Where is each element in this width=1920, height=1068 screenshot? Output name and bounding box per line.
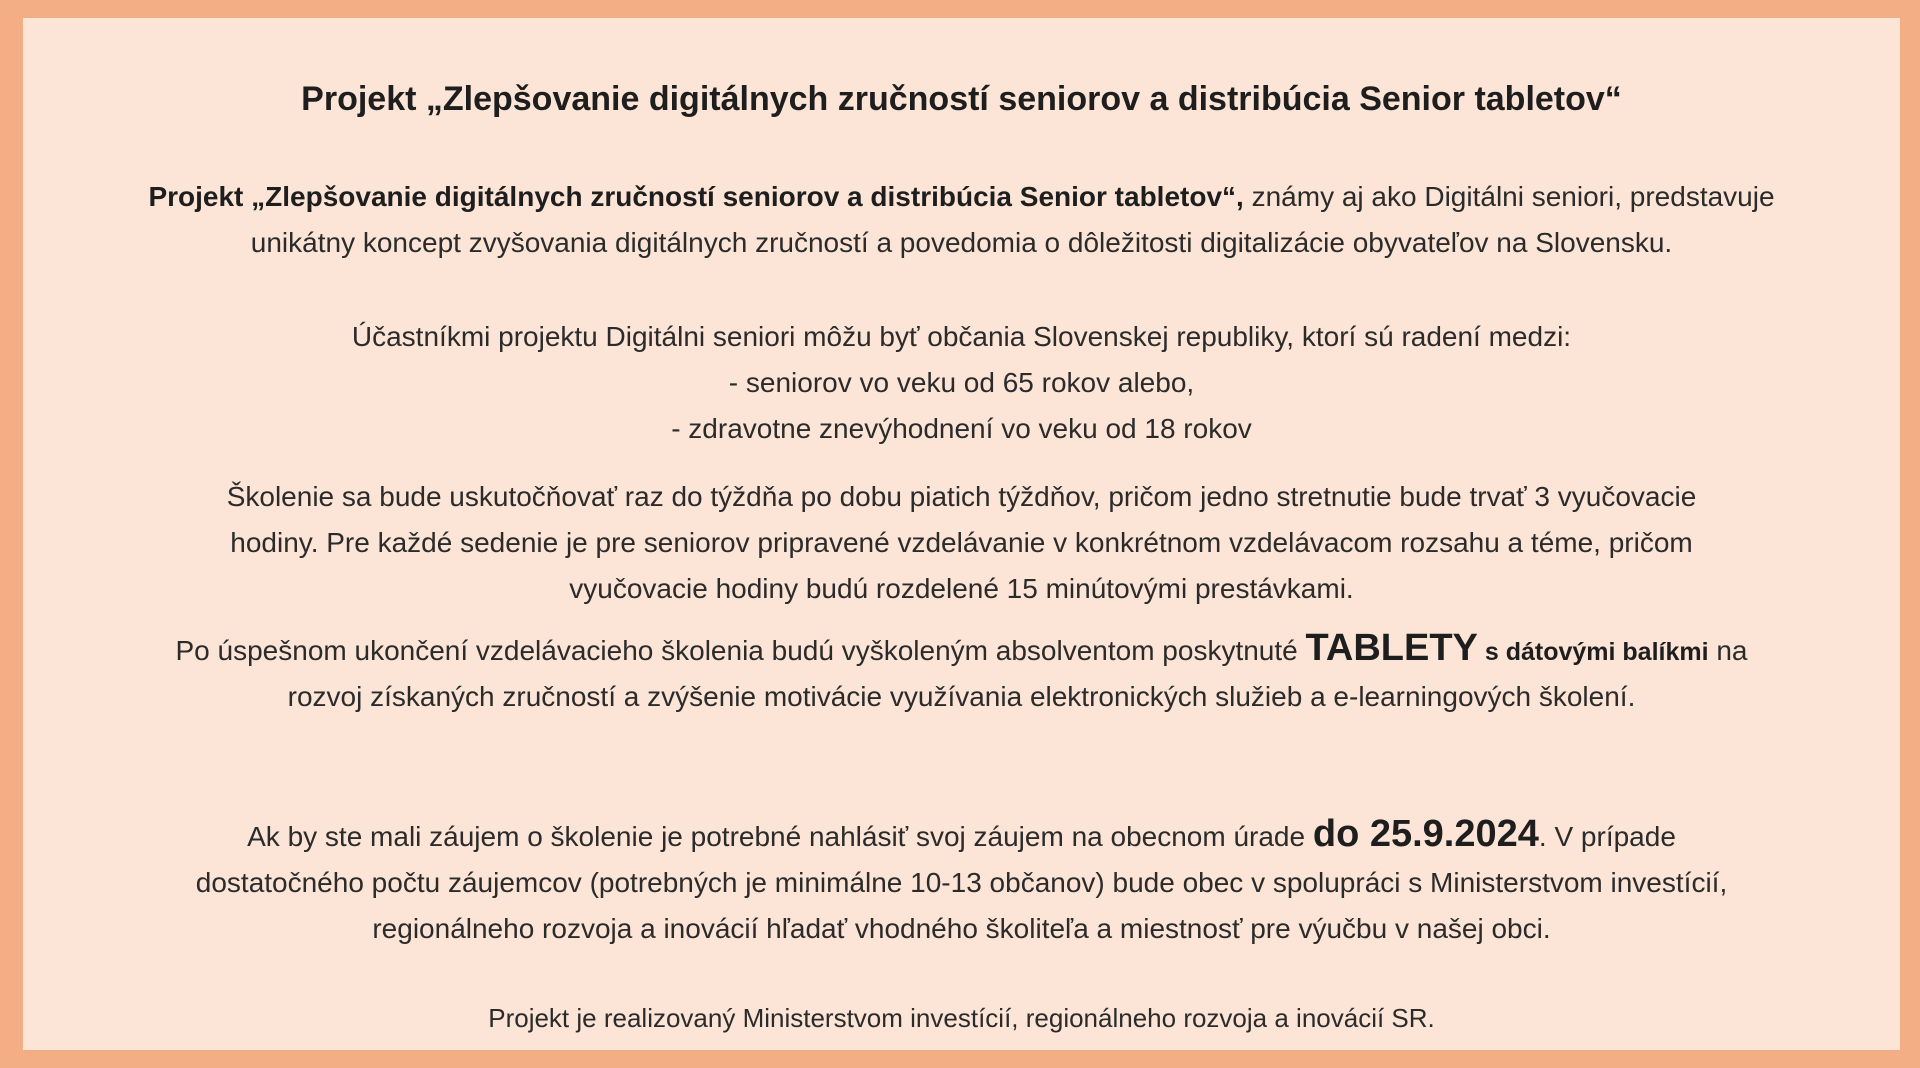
- training-line-3: vyučovacie hodiny budú rozdelené 15 minútovými prestávkami.: [569, 573, 1354, 604]
- intro-line-1: [23, 174, 1900, 220]
- participants-paragraph: [23, 314, 1900, 452]
- training-paragraph: [23, 474, 1900, 612]
- notice-panel: [23, 18, 1900, 1050]
- registration-paragraph: [23, 808, 1900, 952]
- intro-bold-lead: Projekt „Zlepšovanie digitálnych zručností seniorov a distribúcia Senior tabletov“,: [148, 181, 1244, 212]
- participants-item-seniors: - seniorov vo veku od 65 rokov alebo,: [728, 367, 1195, 398]
- tablets-line-1: [23, 622, 1900, 674]
- tablets-post: na: [1708, 635, 1748, 666]
- tablets-line-2: rozvoj získaných zručností a zvýšenie motivácie využívania elektronických služieb a e-learningových školení.: [287, 681, 1636, 712]
- participants-item-disabled: - zdravotne znevýhodnení vo veku od 18 rokov: [671, 413, 1252, 444]
- notice-title: Projekt „Zlepšovanie digitálnych zručností seniorov a distribúcia Senior tabletov“: [301, 80, 1622, 118]
- registration-line-2: dostatočného počtu záujemcov (potrebných je minimálne 10-13 občanov) bude obec v spolupráci s Ministerstvom investícií,: [195, 867, 1728, 898]
- registration-deadline: do 25.9.2024: [1312, 813, 1539, 855]
- training-line-2: hodiny. Pre každé sedenie je pre seniorov pripravené vzdelávanie v konkrétnom vzdelávacom rozsahu a téme, pričom: [230, 527, 1693, 558]
- tablets-emphasis: TABLETY: [1305, 627, 1478, 669]
- intro-paragraph: [23, 174, 1900, 266]
- intro-line-1-rest: známy aj ako Digitálni seniori, predstavuje: [1243, 181, 1775, 212]
- tablets-pre: Po úspešnom ukončení vzdelávacieho školenia budú vyškoleným absolventom poskytnuté: [175, 635, 1306, 666]
- training-line-1: Školenie sa bude uskutočňovať raz do týždňa po dobu piatich týždňov, pričom jedno stretnutie bude trvať 3 vyučovacie: [226, 481, 1697, 512]
- tablets-paragraph: [23, 622, 1900, 720]
- registration-line-1: [23, 808, 1900, 860]
- intro-line-2: unikátny koncept zvyšovania digitálnych zručností a povedomia o dôležitosti digitalizácie obyvateľov na Slovensku.: [250, 227, 1673, 258]
- tablets-data-packages: s dátovými balíkmi: [1477, 638, 1709, 666]
- registration-line-3: regionálneho rozvoja a inovácií hľadať vhodného školiteľa a miestnosť pre výučbu v našej obci.: [372, 913, 1551, 944]
- registration-post: . V prípade: [1538, 821, 1676, 852]
- registration-pre: Ak by ste mali záujem o školenie je potrebné nahlásiť svoj záujem na obecnom úrade: [247, 821, 1313, 852]
- participants-lead: Účastníkmi projektu Digitálni seniori môžu byť občania Slovenskej republiky, ktorí sú radení medzi:: [351, 321, 1572, 352]
- footer-note: Projekt je realizovaný Ministerstvom investícií, regionálneho rozvoja a inovácií SR.: [488, 1003, 1435, 1033]
